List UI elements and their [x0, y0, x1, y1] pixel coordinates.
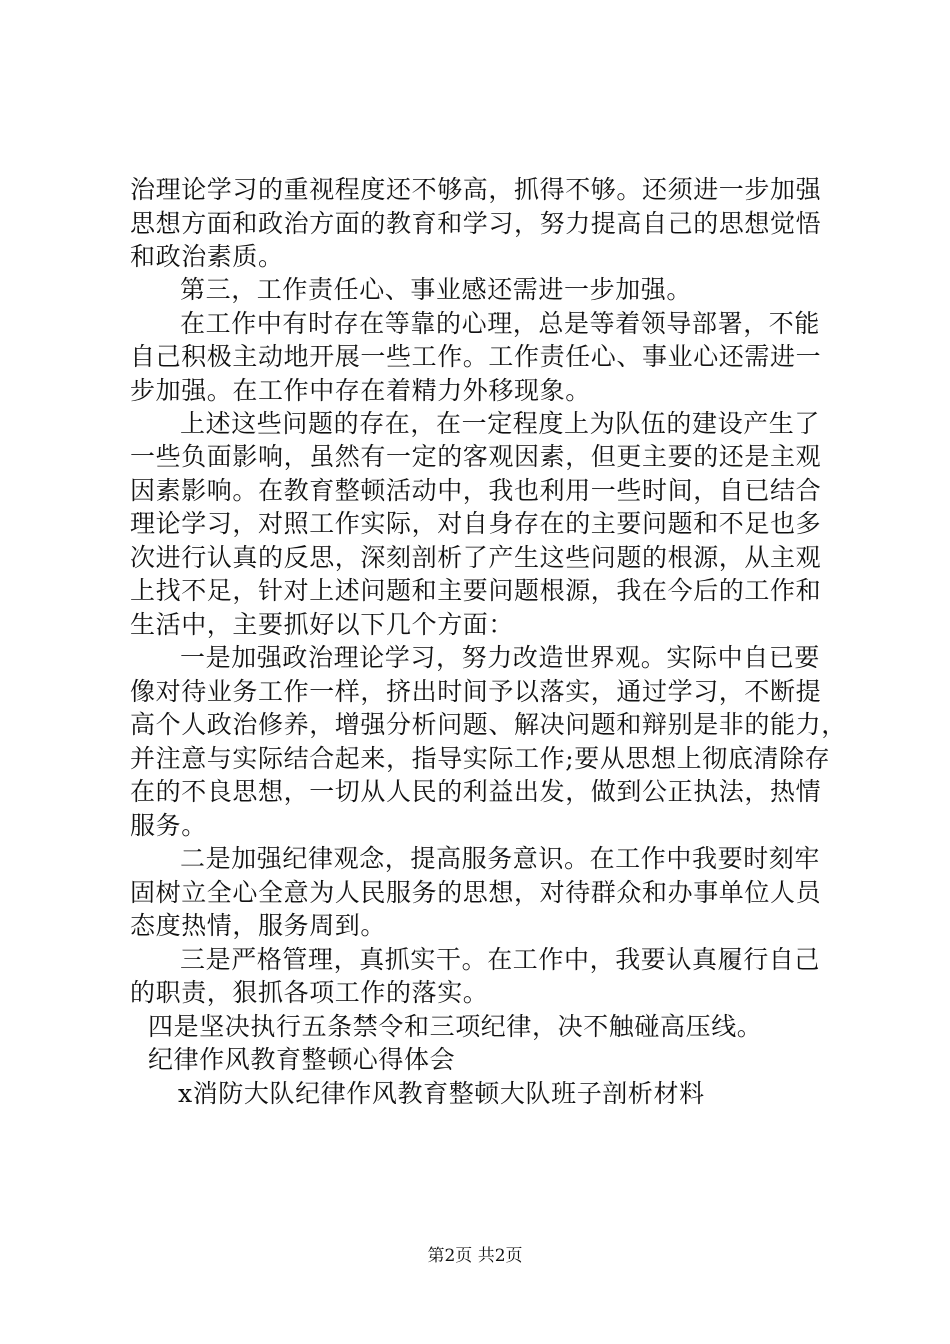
text-line: 四是坚决执行五条禁令和三项纪律，决不触碰高压线。: [148, 1012, 763, 1041]
text-line: 纪律作风教育整顿心得体会: [148, 1045, 456, 1074]
text-line: 一是加强政治理论学习，努力改造世界观。实际中自已要: [180, 643, 821, 672]
text-line: 自己积极主动地开展一些工作。工作责任心、事业心还需进一: [130, 342, 822, 371]
text-line: 和政治素质。: [130, 242, 284, 271]
text-line: 的职责，狠抓各项工作的落实。: [130, 978, 489, 1007]
text-line: 思想方面和政治方面的教育和学习，努力提高自己的思想觉悟: [130, 209, 822, 238]
text-line: 二是加强纪律观念，提高服务意识。在工作中我要时刻牢: [180, 844, 821, 873]
text-line: 态度热情，服务周到。: [130, 911, 387, 940]
text-line: 因素影响。在教育整顿活动中，我也利用一些时间，自已结合: [130, 476, 822, 505]
page-number-footer: 第2页 共2页: [427, 1246, 523, 1266]
text-line: x消防大队纪律作风教育整顿大队班子剖析材料: [178, 1079, 705, 1108]
text-line: 一些负面影响，虽然有一定的客观因素，但更主要的还是主观: [130, 442, 822, 471]
text-line: 步加强。在工作中存在着精力外移现象。: [130, 376, 591, 405]
text-line: 高个人政治修养，增强分析问题、解决问题和辩别是非的能力，: [130, 710, 847, 739]
text-line: 在的不良思想，一切从人民的利益出发，做到公正执法，热情: [130, 777, 822, 806]
text-line: 三是严格管理，真抓实干。在工作中，我要认真履行自己: [180, 945, 821, 974]
text-line: 固树立全心全意为人民服务的思想，对待群众和办事单位人员: [130, 878, 822, 907]
text-line: 在工作中有时存在等靠的心理，总是等着领导部署，不能: [180, 309, 821, 338]
text-line: 上找不足，针对上述问题和主要问题根源，我在今后的工作和: [130, 576, 822, 605]
text-line: 并注意与实际结合起来，指导实际工作;要从思想上彻底清除存: [130, 744, 831, 773]
text-line: 服务。: [130, 811, 207, 840]
text-line: 像对待业务工作一样，挤出时间予以落实，通过学习，不断提: [130, 677, 822, 706]
text-line: 理论学习，对照工作实际，对自身存在的主要问题和不足也多: [130, 509, 822, 538]
text-line: 次进行认真的反思，深刻剖析了产生这些问题的根源，从主观: [130, 543, 822, 572]
text-line: 上述这些问题的存在，在一定程度上为队伍的建设产生了: [180, 409, 821, 438]
text-line: 第三，工作责任心、事业感还需进一步加强。: [180, 275, 693, 304]
text-line: 生活中，主要抓好以下几个方面：: [130, 610, 515, 639]
text-line: 治理论学习的重视程度还不够高，抓得不够。还须进一步加强: [130, 175, 822, 204]
